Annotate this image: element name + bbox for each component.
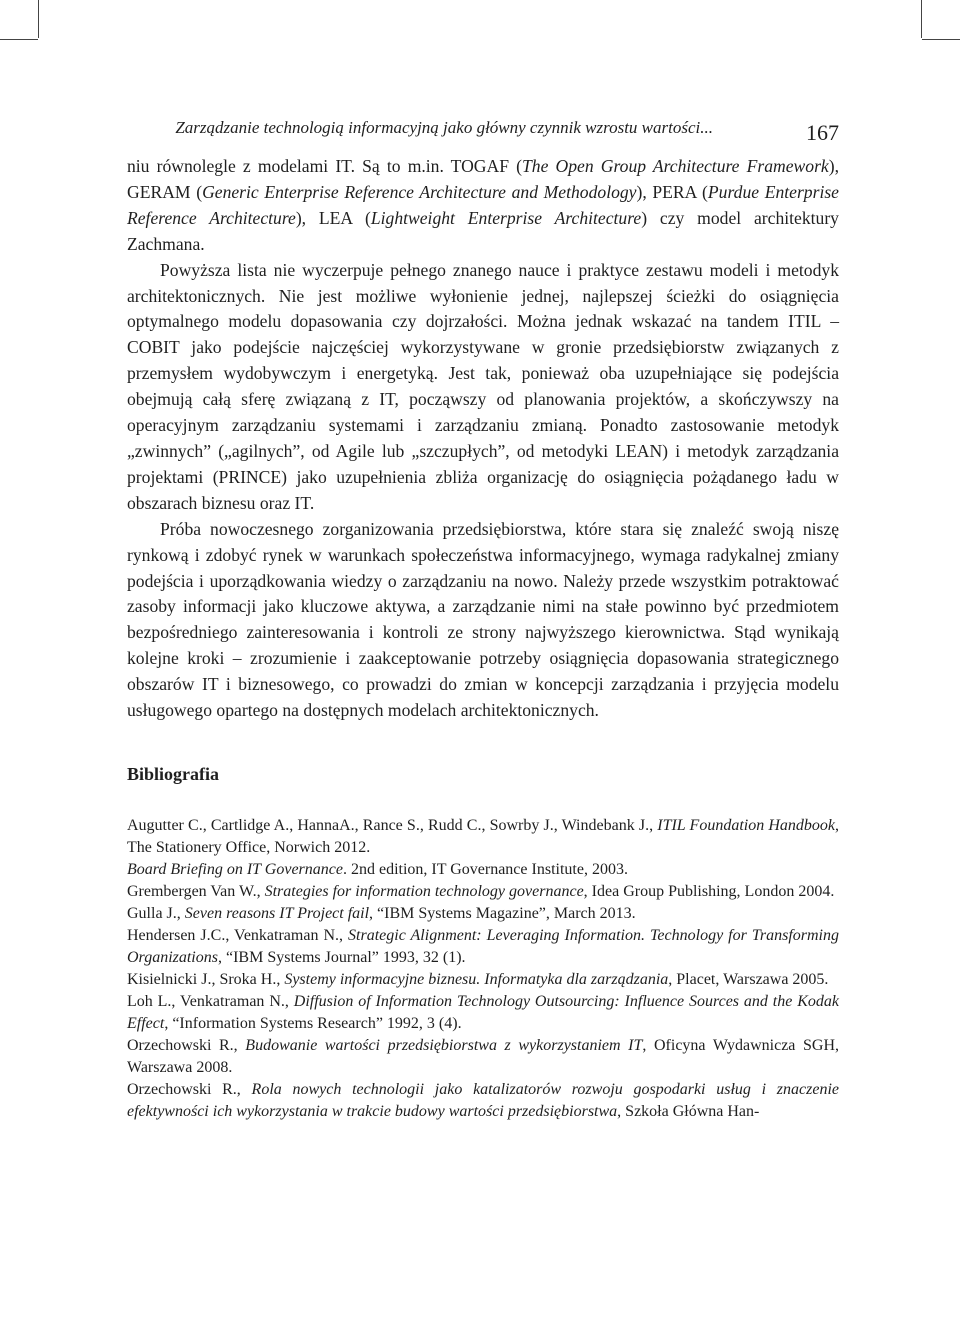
italic-run: Generic Enterprise Reference Architecture and Methodology	[202, 181, 637, 202]
crop-mark-top-right-horizontal	[922, 39, 960, 40]
page	[127, 112, 839, 1123]
crop-mark-top-left-vertical	[38, 0, 39, 38]
bibliography-entry	[127, 881, 839, 903]
bibliography-entry	[127, 859, 839, 881]
bibliography-entry	[127, 1035, 839, 1079]
text-run: ) czy model architektury Zachmana.	[127, 207, 839, 254]
bibliography-list	[127, 815, 839, 1123]
running-head	[127, 112, 839, 154]
text-run: , Oficyna Wydawnicza SGH, Warszawa 2008.	[127, 1036, 840, 1076]
crop-mark-top-right-vertical	[921, 0, 922, 38]
italic-run: Board Briefing on IT Governance	[127, 860, 343, 878]
text-run: , The Stationery Office, Norwich 2012.	[127, 816, 840, 856]
text-run: . 2nd edition, IT Governance Institute, 2003.	[342, 860, 628, 878]
text-run: , Idea Group Publishing, London 2004.	[583, 882, 835, 900]
bibliography-entry	[127, 991, 839, 1035]
running-title: Zarządzanie technologią informacyjną jako główny czynnik wzrostu wartości...	[175, 118, 713, 137]
text-run: , “IBM Systems Magazine”, March 2013.	[369, 904, 636, 922]
italic-run: Rola nowych technologii jako katalizatorów rozwoju gospodarki usług i znaczenie efektywności ich wykorzystania w trakcie budowy wartości przedsiębiorstwa	[127, 1080, 839, 1120]
text-run: ), GERAM (	[127, 156, 839, 202]
text-run: Loh L., Venkatraman N.,	[127, 992, 294, 1010]
text-run: Gulla J.,	[127, 904, 185, 922]
text-run: ), PERA (	[636, 181, 708, 202]
italic-run: Strategic Alignment: Leveraging Information. Technology for Transforming Organizations	[127, 926, 840, 966]
bibliography-entry	[127, 925, 839, 969]
italic-run: Strategies for information technology governance	[264, 882, 584, 900]
text-run: Grembergen Van W.,	[127, 882, 265, 900]
text-run: Hendersen J.C., Venkatraman N.,	[127, 926, 349, 944]
text-run: Orzechowski R.,	[127, 1080, 252, 1098]
paragraph-continuation	[127, 154, 839, 258]
text-run: Kisielnicki J., Sroka H.,	[127, 970, 285, 988]
text-run: niu równolegle z modelami IT. Są to m.in. TOGAF (	[127, 156, 522, 176]
bibliography-entry	[127, 1079, 839, 1123]
page-number: 167	[806, 120, 839, 145]
bibliography-entry	[127, 969, 839, 991]
italic-run: ITIL Foundation Handbook	[657, 816, 836, 834]
italic-run: The Open Group Architecture Framework	[522, 156, 829, 176]
text-run: Orzechowski R.,	[127, 1036, 246, 1054]
italic-run: Purdue Enterprise Reference Architecture	[127, 181, 839, 228]
paragraph-models-summary: Powyższa lista nie wyczerpuje pełnego znanego nauce i praktyce zestawu modeli i metodyk architektonicznych. Nie jest możliwe wyłonienie jednej, najlepszej ścieżki do osiągnięcia optymalnego modelu dopasowania czy dojrzałości. Można jednak wskazać na tandem ITIL – COBIT jako podejście najczęściej wykorzystywane w gronie przedsiębiorstw związanych z przemysłem wydobywczym i energetyką. Jest tak, ponieważ oba uzupełniające się podejścia obejmują całą sferę związaną z IT, począwszy od planowania projektów, a skończywszy na operacyjnym zarządzaniu systemami i zarządzaniu zmianą. Ponadto zastosowanie metodyk „zwinnych” („agilnych”, od Agile lub „szczupłych”, od metodyki LEAN) i metodyk zarządzania projektami (PRINCE) jako uzupełnienia zbliża organizację do osiągnięcia pożądanego ładu w obszarach biznesu oraz IT.	[127, 259, 839, 513]
text-run: , Szkoła Główna Han-	[617, 1102, 760, 1120]
text-run: Augutter C., Cartlidge A., HannaA., Rance S., Rudd C., Sowrby J., Windebank J.,	[127, 816, 658, 834]
italic-run: Diffusion of Information Technology Outsourcing: Influence Sources and the Kodak Effect	[127, 992, 840, 1032]
paragraph-conclusion: Próba nowoczesnego zorganizowania przedsiębiorstwa, które stara się znaleźć swoją niszę rynkową i zdobyć rynek w warunkach społeczeństwa informacyjnego, wymaga radykalnej zmiany podejścia i uporządkowania wiedzy o zarządzaniu na nowo. Należy przede wszystkim potraktować zasoby informacji jako kluczowe aktywa, a zarządzanie nimi na stałe powinno być przedmiotem bezpośredniego zainteresowania i kontroli ze strony najwyższego kierownictwa. Stąd wynikają kolejne kroki – zrozumienie i zaakceptowanie potrzeby osiągnięcia dopasowania strategicznego obszarów IT i biznesowego, co prowadzi do zmian w koncepcji zarządzania i przyjęcia modelu usługowego opartego na dostępnych modelach architektonicznych.	[127, 518, 839, 721]
text-run: , “IBM Systems Journal” 1993, 32 (1).	[217, 948, 466, 966]
italic-run: Lightweight Enterprise Architecture	[370, 207, 642, 228]
italic-run: Seven reasons IT Project fail	[184, 904, 370, 922]
text-run: , Placet, Warszawa 2005.	[668, 970, 829, 988]
text-run: , “Information Systems Research” 1992, 3 (4).	[164, 1014, 462, 1032]
crop-mark-top-left-horizontal	[0, 39, 38, 40]
bibliography-entry	[127, 815, 839, 859]
italic-run: Budowanie wartości przedsiębiorstwa z wykorzystaniem IT	[245, 1036, 643, 1054]
bibliography-entry	[127, 903, 839, 925]
italic-run: Systemy informacyjne biznesu. Informatyka dla zarządzania	[284, 970, 669, 988]
text-run: ), LEA (	[295, 207, 371, 228]
bibliography-heading: Bibliografia	[127, 763, 220, 784]
